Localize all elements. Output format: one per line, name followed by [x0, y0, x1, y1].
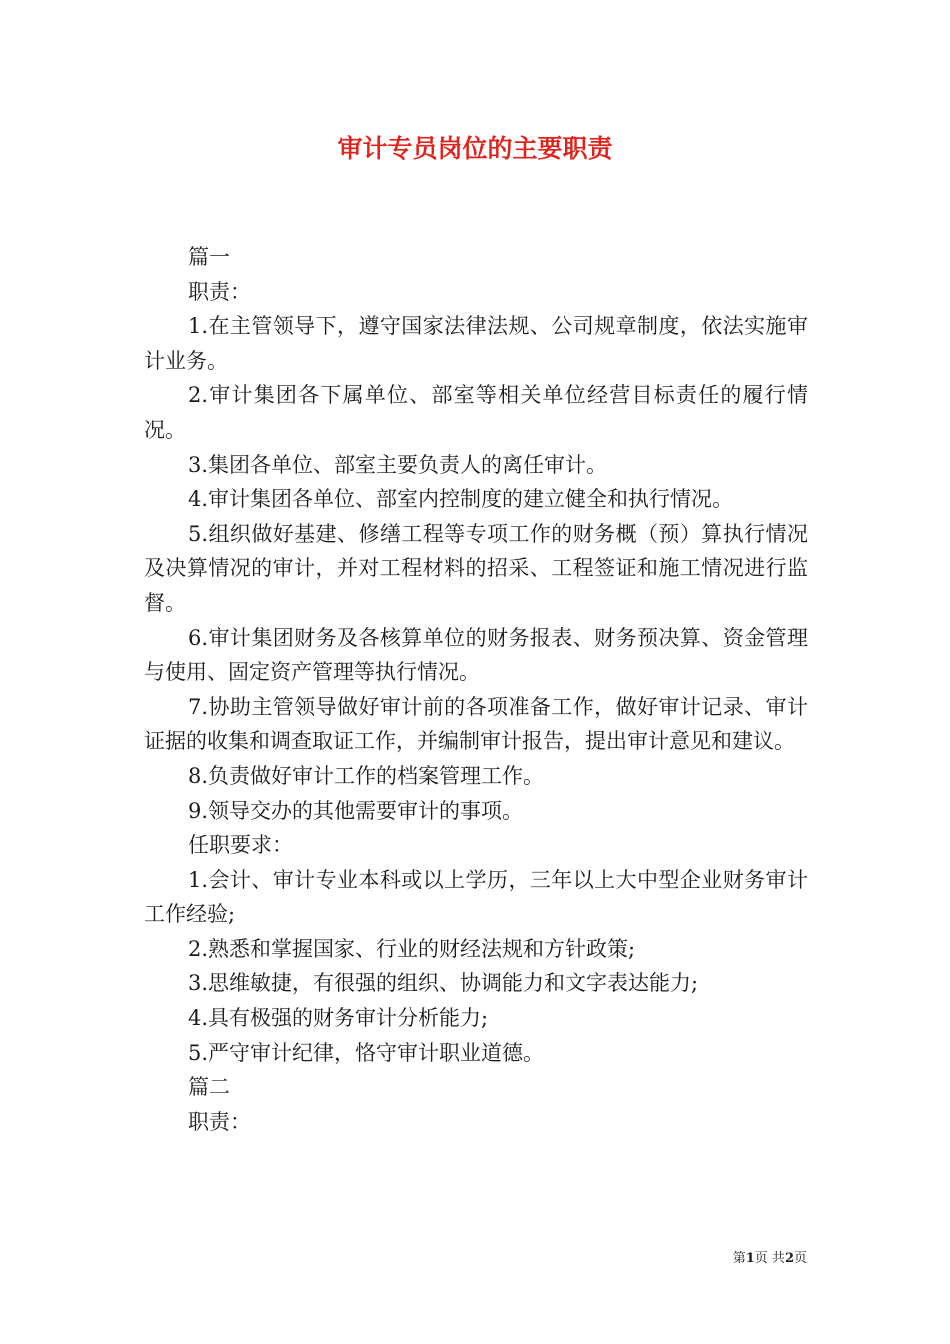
list-item: 9.领导交办的其他需要审计的事项。: [188, 798, 524, 823]
list-item: 2.审计集团各下属单位、部室等相关单位经营目标责任的履行情况。: [144, 383, 808, 442]
list-item: 1.会计、审计专业本科或以上学历，三年以上大中型企业财务审计工作经验;: [144, 867, 808, 927]
subsection-heading: 职责：: [188, 1109, 251, 1134]
footer-middle: 页 共: [754, 1251, 785, 1266]
footer-prefix: 第: [732, 1251, 746, 1266]
current-page-number: 1: [745, 1251, 755, 1266]
list-item: 4.审计集团各单位、部室内控制度的建立健全和执行情况。: [188, 487, 734, 512]
page-title: 审计专员岗位的主要职责: [337, 134, 613, 163]
list-item: 2.熟悉和掌握国家、行业的财经法规和方针政策;: [188, 936, 636, 961]
list-item: 8.负责做好审计工作的档案管理工作。: [188, 763, 545, 788]
subsection-heading: 职责：: [188, 279, 251, 304]
list-item: 7.协助主管领导做好审计前的各项准备工作，做好审计记录、审计证据的收集和调查取证工作，并编制审计报告，提出审计意见和建议。: [144, 694, 808, 754]
page-number-footer: [733, 1250, 807, 1268]
footer-suffix: 页: [793, 1251, 807, 1266]
section-heading: 篇二: [188, 1075, 230, 1100]
list-item: 1.在主管领导下，遵守国家法律法规、公司规章制度，依法实施审计业务。: [144, 314, 808, 373]
list-item: 5.严守审计纪律，恪守审计职业道德。: [188, 1040, 545, 1065]
list-item: 3.思维敏捷，有很强的组织、协调能力和文字表达能力;: [188, 971, 699, 996]
document-body: [144, 240, 808, 1139]
list-item: 6.审计集团财务及各核算单位的财务报表、财务预决算、资金管理与使用、固定资产管理等执行情况。: [144, 625, 808, 685]
list-item: 5.组织做好基建、修缮工程等专项工作的财务概（预）算执行情况及决算情况的审计，并对工程材料的招采、工程签证和施工情况进行监督。: [144, 521, 808, 615]
subsection-heading: 任职要求：: [188, 833, 293, 858]
section-heading: 篇一: [188, 245, 230, 269]
total-page-number: 2: [784, 1251, 794, 1266]
list-item: 4.具有极强的财务审计分析能力;: [188, 1006, 489, 1031]
list-item: 3.集团各单位、部室主要负责人的离任审计。: [188, 452, 608, 477]
